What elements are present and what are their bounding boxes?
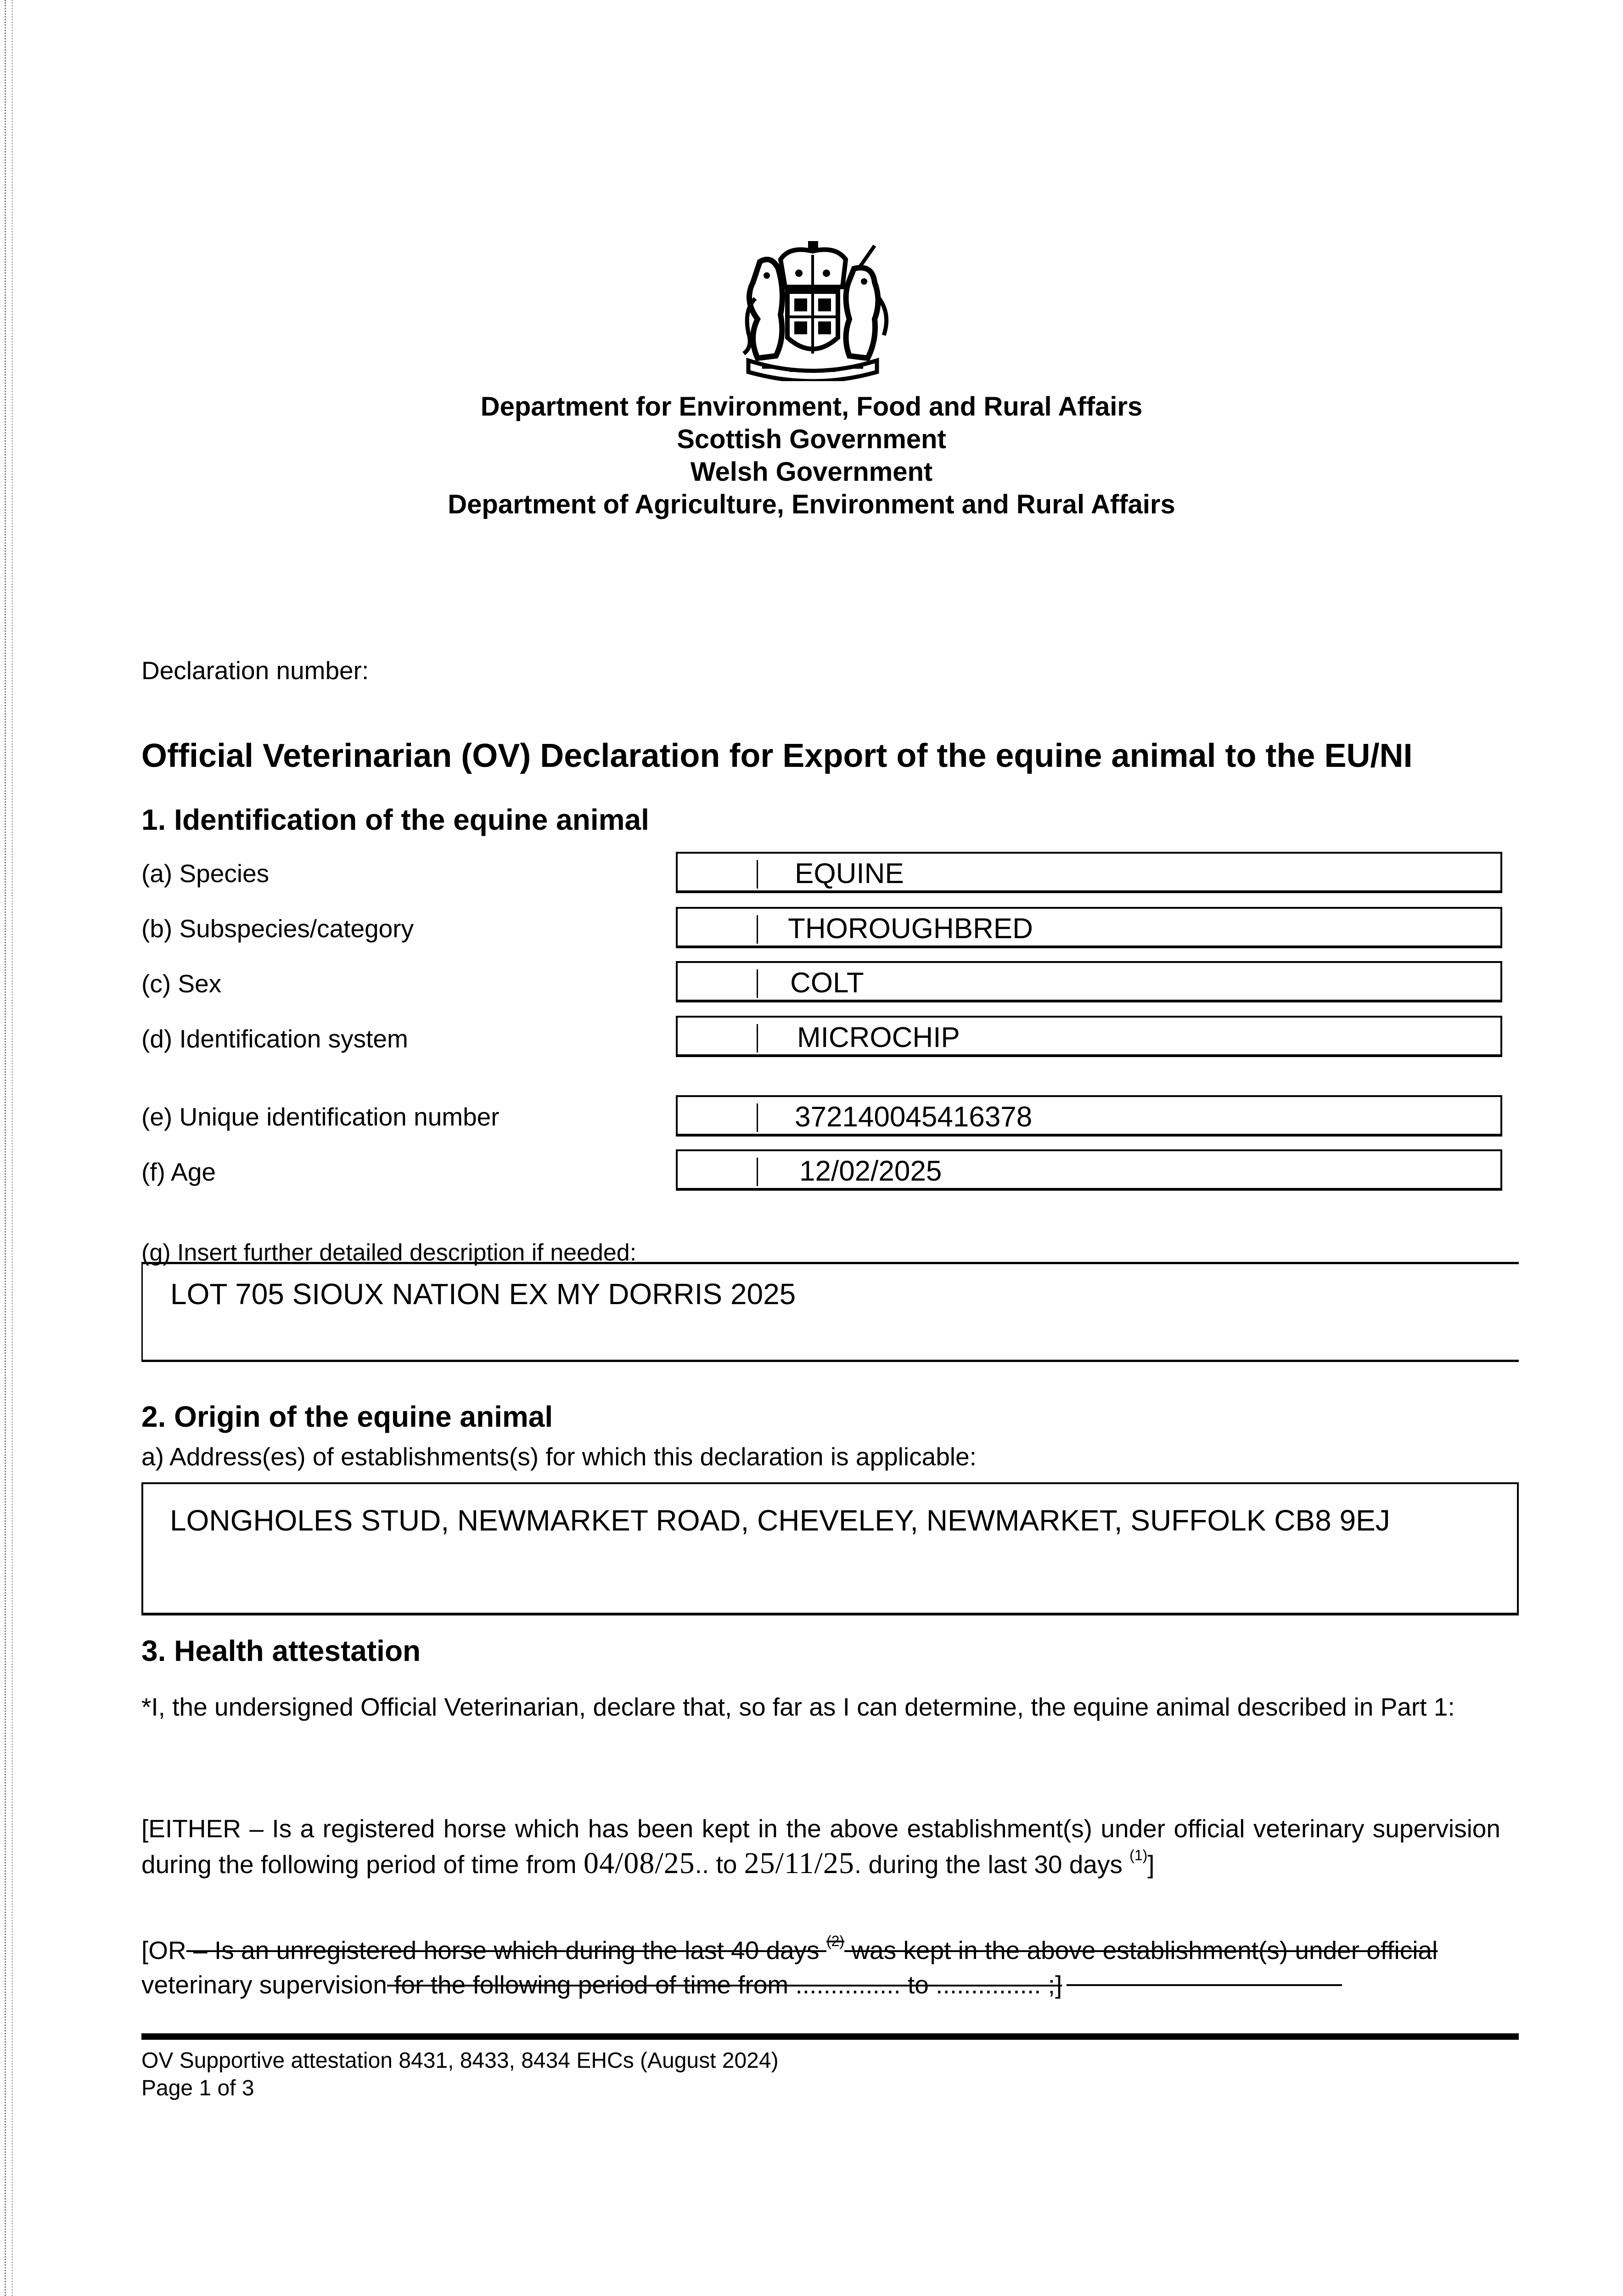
description-value: LOT 705 SIOUX NATION EX MY DORRIS 2025	[170, 1277, 796, 1311]
section-2-heading: 2. Origin of the equine animal	[141, 1400, 553, 1433]
footer-reference: OV Supportive attestation 8431, 8433, 8434 EHCs (August 2024)	[141, 2048, 779, 2073]
field-divider	[757, 1158, 758, 1186]
to-date-suffix: .	[854, 1850, 862, 1879]
scan-edge-artifact	[5, 0, 13, 2296]
subspecies-field[interactable]	[676, 907, 1502, 948]
age-value: 12/02/2025	[799, 1155, 942, 1187]
from-date-entry[interactable]: 04/08/25	[583, 1846, 695, 1880]
footer-divider	[141, 2033, 1519, 2040]
either-close: ]	[1147, 1850, 1155, 1879]
to-word: to	[716, 1850, 737, 1879]
identification-system-field[interactable]	[676, 1016, 1502, 1057]
either-clause	[141, 1812, 1500, 1882]
department-name: Department of Agriculture, Environment and Rural Affairs	[448, 490, 1175, 519]
identification-system-label: (d) Identification system	[141, 1024, 408, 1053]
identification-system-value: MICROCHIP	[797, 1022, 960, 1053]
declaration-number-label: Declaration number:	[141, 656, 369, 685]
or-clause-struck	[141, 1933, 1500, 2002]
page-number: Page 1 of 3	[141, 2076, 254, 2100]
subspecies-label: (b) Subspecies/category	[141, 914, 414, 943]
issuing-departments	[0, 390, 1623, 521]
strike-through-line	[1067, 1984, 1342, 1986]
or-plain-text: veterinary supervision	[141, 1970, 387, 1999]
department-name: Department for Environment, Food and Rural Affairs	[480, 392, 1143, 422]
attestation-intro: *I, the undersigned Official Veterinarian, declare that, so far as I can determine, the equine animal described in Part 1:	[141, 1693, 1455, 1721]
footnote-2-marker: (2)	[826, 1933, 845, 1949]
field-divider	[757, 969, 758, 998]
unique-id-label: (e) Unique identification number	[141, 1103, 500, 1131]
from-date-suffix: ..	[695, 1850, 709, 1879]
department-name: Scottish Government	[677, 424, 946, 454]
species-label: (a) Species	[141, 859, 270, 888]
field-divider	[757, 860, 758, 889]
age-label: (f) Age	[141, 1158, 216, 1186]
description-field[interactable]	[141, 1262, 1519, 1362]
establishment-address-label: a) Address(es) of establishments(s) for which this declaration is applicable:	[141, 1442, 977, 1471]
either-text-after: during the last 30 days	[868, 1850, 1123, 1879]
field-divider	[757, 1103, 758, 1132]
department-name: Welsh Government	[690, 457, 933, 487]
or-struck-text: – Is an unregistered horse which during the last 40 days	[186, 1936, 826, 1964]
sex-label: (c) Sex	[141, 969, 222, 998]
to-date-entry[interactable]: 25/11/25	[744, 1846, 854, 1880]
section-3-heading: 3. Health attestation	[141, 1634, 421, 1667]
age-field[interactable]	[676, 1149, 1502, 1191]
unique-id-value: 372140045416378	[795, 1101, 1033, 1133]
field-divider	[757, 915, 758, 944]
description-label: (g) Insert further detailed description if needed:	[141, 1239, 637, 1266]
either-text: [EITHER – Is a registered horse which has been kept in the above establishment(s) under official veterinary supervision during the following period of time from	[141, 1814, 1500, 1879]
page-title: Official Veterinarian (OV) Declaration for Export of the equine animal to the EU/NI	[141, 737, 1413, 774]
subspecies-value: THOROUGHBRED	[788, 913, 1033, 945]
field-divider	[757, 1024, 758, 1052]
footnote-1-marker: (1)	[1129, 1847, 1148, 1863]
establishment-address-field[interactable]	[141, 1482, 1519, 1615]
species-field[interactable]	[676, 852, 1502, 893]
royal-coat-of-arms-icon	[716, 223, 909, 381]
sex-value: COLT	[790, 967, 864, 999]
establishment-address-value: LONGHOLES STUD, NEWMARKET ROAD, CHEVELEY, NEWMARKET, SUFFOLK CB8 9EJ	[170, 1504, 1390, 1537]
or-struck-text-b: was kept in the above establishment(s) under official	[844, 1936, 1438, 1964]
species-value: EQUINE	[795, 858, 904, 889]
section-1-heading: 1. Identification of the equine animal	[141, 803, 649, 836]
or-prefix: [OR	[141, 1936, 186, 1964]
unique-id-field[interactable]	[676, 1095, 1502, 1137]
or-struck-text-2: for the following period of time from ............... to ............... ;]	[387, 1970, 1062, 1999]
sex-field[interactable]	[676, 961, 1502, 1002]
